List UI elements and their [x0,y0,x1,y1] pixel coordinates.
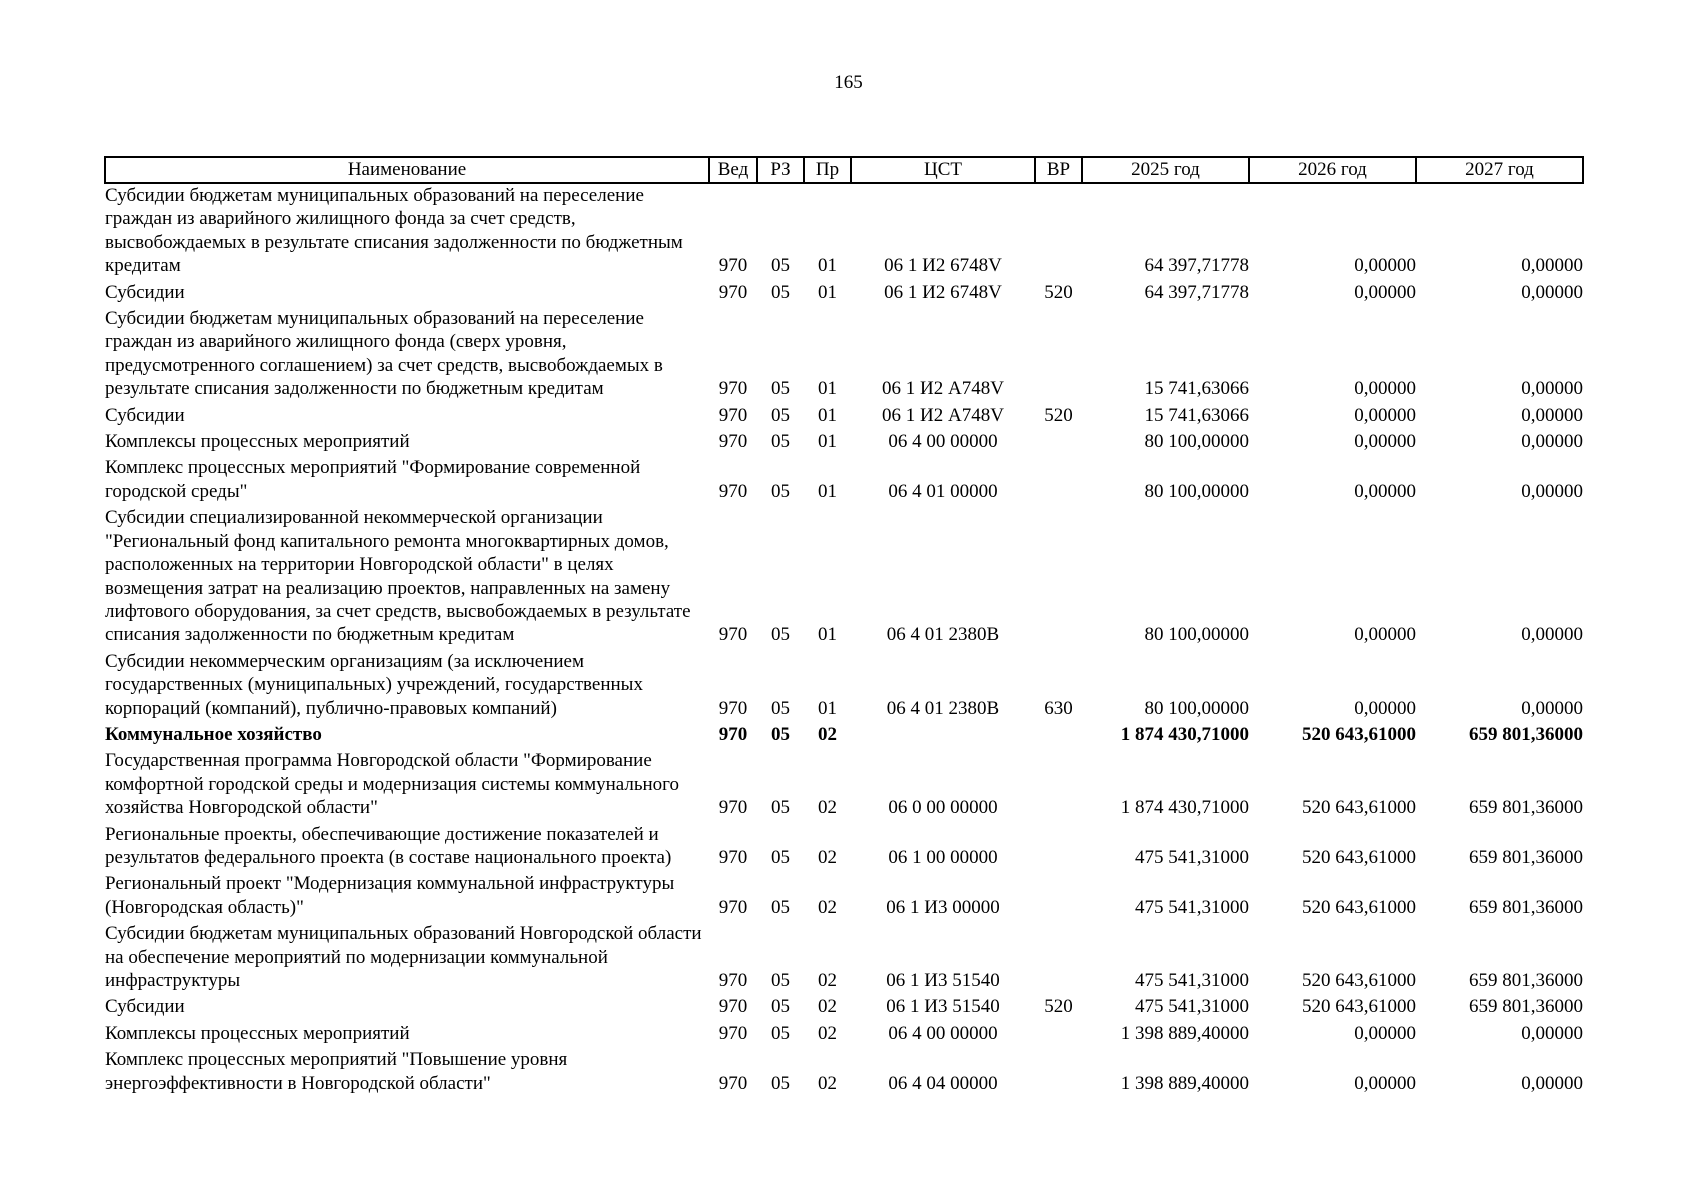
table-row [105,723,1583,749]
cell-2026: 0,00000 [1354,378,1416,400]
cell-name: Субсидии некоммерческим организациям (за исключением государственных (муниципальных) учреждений, государственных корпораций (компаний), публично-правовых компаний) [105,650,643,719]
cell-2026: 520 643,61000 [1302,797,1416,819]
cell-ved: 970 [718,624,748,646]
cell-name: Комплекс процессных мероприятий "Повышение уровня энергоэффективности в Новгородской области" [105,1049,568,1094]
cell-2027: 0,00000 [1521,480,1583,502]
cell-pr: 01 [818,378,837,400]
cell-ved: 970 [718,378,748,400]
cell-rz: 05 [771,281,790,303]
table-row [105,650,1583,723]
cell-cst: 06 4 00 00000 [888,431,998,453]
cell-cst: 06 4 01 2380В [886,697,1000,719]
cell-2027: 659 801,36000 [1469,970,1583,991]
cell-ved: 970 [718,281,748,303]
cell-2025: 64 397,71778 [1144,255,1249,277]
cell-name: Субсидии специализированной некоммерческой организации "Региональный фонд капитального ремонта многоквартирных домов, расположенных на территории Новгородской области" в целях возмещения затрат на реализацию проектов, направленных на замену лифтового оборудования, за счет средств, высвобождаемых в результате списания задолженности по бюджетным кредитам [105,507,691,646]
cell-vr [1035,749,1082,822]
cell-pr: 01 [818,281,837,303]
cell-2025: 1 874 430,71000 [1120,723,1249,745]
cell-name: Государственная программа Новгородской области "Формирование комфортной городской среды и модернизация системы коммунального хозяйства Новгородской области" [105,750,679,819]
table-row [105,823,1583,873]
table-row [105,922,1583,995]
cell-name: Комплексы процессных мероприятий [105,1022,410,1044]
cell-rz: 05 [771,797,790,819]
cell-ved: 970 [718,896,748,918]
cell-ved: 970 [718,480,748,502]
header-2025: 2025 год [1082,157,1249,183]
cell-ved: 970 [718,1072,748,1094]
cell-rz: 05 [771,1022,790,1044]
cell-2025: 475 541,31000 [1135,846,1249,868]
cell-2026: 520 643,61000 [1302,723,1416,745]
cell-vr [1035,430,1082,456]
cell-ved: 970 [718,846,748,868]
cell-2026: 0,00000 [1354,431,1416,453]
cell-ved: 970 [718,996,748,1018]
cell-ved: 970 [718,970,748,991]
cell-pr: 01 [818,624,837,646]
cell-pr: 01 [818,404,837,426]
cell-cst: 06 1 И2 А748V [882,404,1004,426]
cell-pr: 02 [818,723,837,745]
cell-name: Коммунальное хозяйство [105,723,322,745]
cell-2026: 0,00000 [1354,281,1416,303]
table-row [105,872,1583,922]
cell-name: Комплексы процессных мероприятий [105,431,410,453]
table-header-row [105,157,1583,183]
table-row [105,1022,1583,1048]
cell-2027: 659 801,36000 [1469,896,1583,918]
cell-vr: 520 [1044,996,1073,1018]
cell-2025: 80 100,00000 [1144,431,1249,453]
cell-name: Региональные проекты, обеспечивающие достижение показателей и результатов федерального проекта (в составе национального проекта) [105,823,672,868]
cell-name: Субсидии [105,404,185,426]
table-body [105,183,1583,1098]
cell-name: Субсидии [105,996,185,1018]
cell-pr: 01 [818,697,837,719]
cell-2026: 520 643,61000 [1302,896,1416,918]
cell-name: Субсидии бюджетам муниципальных образований на переселение граждан из аварийного жилищного фонда (сверх уровня, предусмотренного соглашением) за счет средств, высвобождаемых в результате списания задолженности по бюджетным кредитам [105,308,663,400]
cell-cst: 06 1 И2 6748V [884,281,1002,303]
cell-2027: 0,00000 [1521,1072,1583,1094]
cell-rz: 05 [771,896,790,918]
cell-vr [1035,823,1082,873]
cell-cst: 06 4 01 00000 [888,480,998,502]
cell-name: Субсидии бюджетам муниципальных образований на переселение граждан из аварийного жилищного фонда за счет средств, высвобождаемых в результате списания задолженности по бюджетным кредитам [105,185,683,277]
header-vr: ВР [1035,157,1082,183]
cell-vr [1035,723,1082,749]
cell-ved: 970 [718,404,748,426]
cell-2025: 15 741,63066 [1144,404,1249,426]
table-row [105,183,1583,281]
cell-rz: 05 [771,846,790,868]
cell-2026: 0,00000 [1354,404,1416,426]
cell-2025: 80 100,00000 [1144,624,1249,646]
cell-cst: 06 1 И3 51540 [886,996,1000,1018]
cell-cst: 06 1 И2 6748V [884,255,1002,277]
cell-rz: 05 [771,624,790,646]
cell-2027: 0,00000 [1521,404,1583,426]
cell-cst: 06 1 00 00000 [888,846,998,868]
cell-2026: 520 643,61000 [1302,970,1416,991]
cell-cst [851,723,1035,749]
cell-pr: 02 [818,1072,837,1094]
cell-2026: 0,00000 [1354,624,1416,646]
cell-name: Субсидии бюджетам муниципальных образований Новгородской области на обеспечение мероприятий по модернизации коммунальной инфраструктуры [105,923,702,991]
cell-vr [1035,872,1082,922]
cell-ved: 970 [718,431,748,453]
cell-2025: 1 398 889,40000 [1120,1072,1249,1094]
cell-rz: 05 [771,255,790,277]
header-name: Наименование [105,157,709,183]
cell-2025: 80 100,00000 [1144,697,1249,719]
cell-2027: 0,00000 [1521,431,1583,453]
cell-ved: 970 [718,255,748,277]
cell-ved: 970 [718,1022,748,1044]
cell-rz: 05 [771,970,790,991]
cell-cst: 06 1 И3 00000 [886,896,1000,918]
cell-rz: 05 [771,431,790,453]
cell-ved: 970 [718,723,748,745]
cell-vr [1035,1048,1082,1098]
header-cst: ЦСТ [851,157,1035,183]
table-row [105,1048,1583,1098]
cell-rz: 05 [771,697,790,719]
cell-2025: 80 100,00000 [1144,480,1249,502]
cell-2027: 659 801,36000 [1469,723,1583,745]
cell-2025: 15 741,63066 [1144,378,1249,400]
header-2026: 2026 год [1249,157,1416,183]
cell-pr: 02 [818,996,837,1018]
cell-2025: 1 398 889,40000 [1120,1022,1249,1044]
cell-cst: 06 1 И2 А748V [882,378,1004,400]
cell-2027: 0,00000 [1521,281,1583,303]
cell-ved: 970 [718,797,748,819]
cell-pr: 02 [818,797,837,819]
cell-cst: 06 1 И3 51540 [886,970,1000,991]
cell-2027: 0,00000 [1521,697,1583,719]
cell-cst: 06 4 00 00000 [888,1022,998,1044]
table-row [105,456,1583,506]
cell-vr: 630 [1044,697,1073,719]
cell-2026: 0,00000 [1354,255,1416,277]
page-number: 165 [834,72,863,93]
table-row [105,430,1583,456]
cell-2027: 0,00000 [1521,1022,1583,1044]
cell-vr: 520 [1044,281,1073,303]
cell-rz: 05 [771,996,790,1018]
cell-name: Комплекс процессных мероприятий "Формирование современной городской среды" [105,457,641,502]
cell-pr: 01 [818,255,837,277]
cell-pr: 01 [818,480,837,502]
cell-cst: 06 4 04 00000 [888,1072,998,1094]
cell-2025: 475 541,31000 [1135,996,1249,1018]
cell-rz: 05 [771,723,790,745]
cell-rz: 05 [771,404,790,426]
cell-2025: 475 541,31000 [1135,970,1249,991]
table-row [105,749,1583,822]
table-row [105,307,1583,404]
cell-cst: 06 0 00 00000 [888,797,998,819]
table-row [105,995,1583,1021]
cell-2026: 0,00000 [1354,697,1416,719]
cell-2027: 0,00000 [1521,378,1583,400]
cell-pr: 02 [818,970,837,991]
cell-vr [1035,506,1082,649]
cell-vr [1035,1022,1082,1048]
table-row [105,506,1583,649]
table-row [105,404,1583,430]
cell-2027: 0,00000 [1521,624,1583,646]
cell-2025: 475 541,31000 [1135,896,1249,918]
cell-pr: 01 [818,431,837,453]
header-rz: РЗ [757,157,804,183]
cell-vr [1035,183,1082,281]
cell-2026: 0,00000 [1354,1072,1416,1094]
cell-2025: 1 874 430,71000 [1120,797,1249,819]
header-2027: 2027 год [1416,157,1583,183]
cell-vr [1035,456,1082,506]
cell-2026: 520 643,61000 [1302,846,1416,868]
cell-2026: 0,00000 [1354,480,1416,502]
cell-2027: 0,00000 [1521,255,1583,277]
cell-pr: 02 [818,846,837,868]
cell-2027: 659 801,36000 [1469,996,1583,1018]
header-pr: Пр [804,157,851,183]
cell-2025: 64 397,71778 [1144,281,1249,303]
cell-name: Субсидии [105,281,185,303]
cell-vr: 520 [1044,404,1073,426]
cell-cst: 06 4 01 2380В [886,624,1000,646]
cell-pr: 02 [818,896,837,918]
cell-ved: 970 [718,697,748,719]
cell-2026: 0,00000 [1354,1022,1416,1044]
cell-name: Региональный проект "Модернизация коммунальной инфраструктуры (Новгородская область)" [105,873,675,918]
header-ved: Вед [709,157,757,183]
cell-2026: 520 643,61000 [1302,996,1416,1018]
cell-2027: 659 801,36000 [1469,846,1583,868]
cell-2027: 659 801,36000 [1469,797,1583,819]
cell-vr [1035,922,1082,995]
cell-rz: 05 [771,1072,790,1094]
cell-vr [1035,307,1082,404]
table-row [105,281,1583,307]
cell-pr: 02 [818,1022,837,1044]
cell-rz: 05 [771,378,790,400]
cell-rz: 05 [771,480,790,502]
budget-table [104,156,1584,1098]
